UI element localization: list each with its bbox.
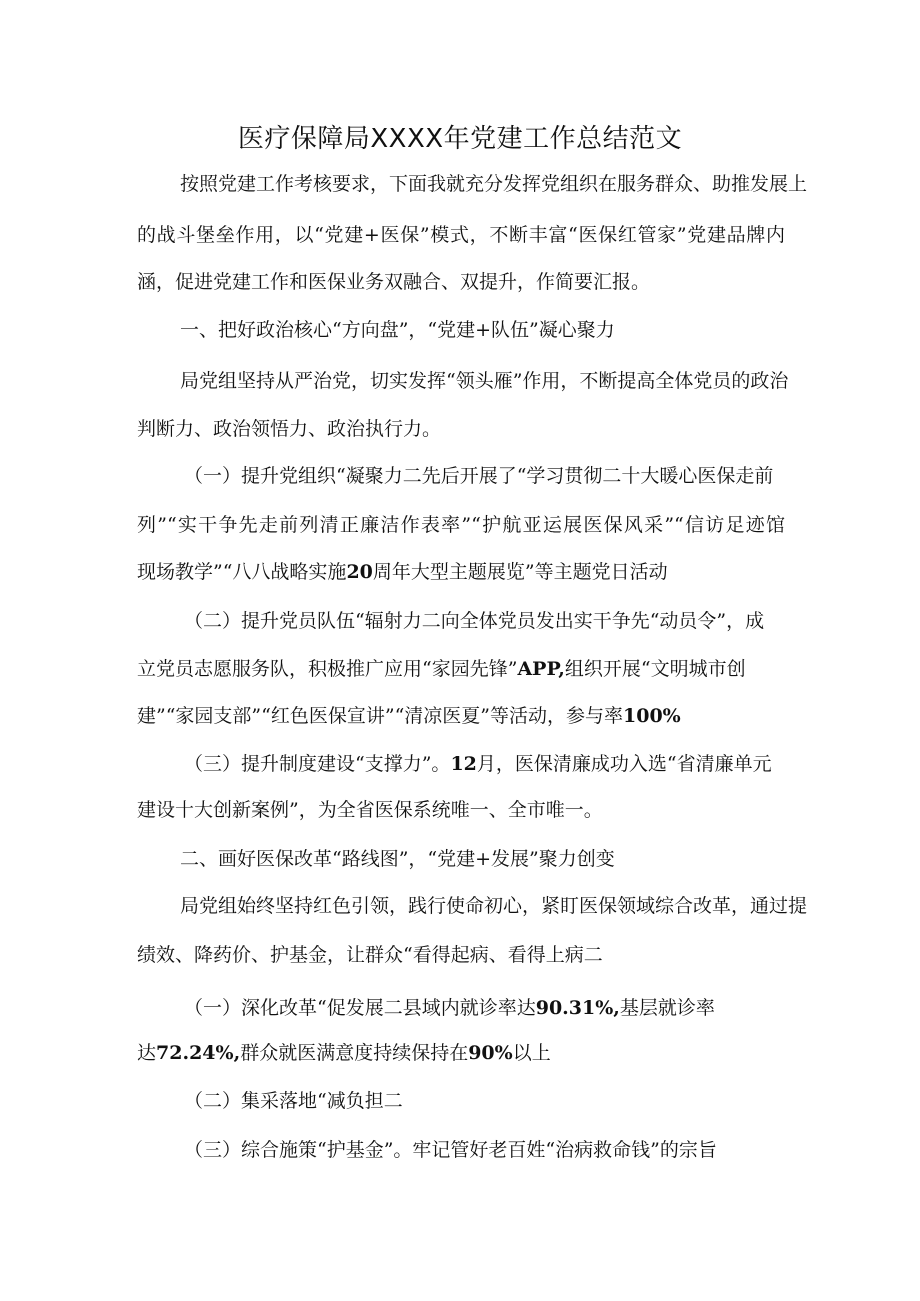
document-title: 医疗保障局XXXX年党建工作总结范文 <box>237 124 683 154</box>
section1-item2-line-3: 建”“家园支部”“红色医保宣讲”“清凉医夏”等活动，参与率100% <box>137 705 681 727</box>
intro-line-2: 的战斗堡垒作用，以“党建+医保”模式，不断丰富“医保红管家”党建品牌内 <box>137 224 785 246</box>
section2-item2-line-1: （二）集采落地“减负担二 <box>184 1090 403 1112</box>
section1-para-line-2: 判断力、政治领悟力、政治执行力。 <box>137 418 442 440</box>
section2-heading: 二、画好医保改革“路线图”，“党建+发展”聚力创变 <box>180 848 615 870</box>
section1-item2-line-2: 立党员志愿服务队，积极推广应用“家园先锋”APP,组织开展“文明城市创 <box>137 658 746 680</box>
section1-item3-line-1: （三）提升制度建设“支撑力”。12月，医保清廉成功入选“省清廉单元 <box>184 753 772 775</box>
section1-item1-line-1: （一）提升党组织“凝聚力二先后开展了“学习贯彻二十大暖心医保走前 <box>184 465 774 487</box>
section2-item3-line-1: （三）综合施策“护基金”。牢记管好老百姓“治病救命钱”的宗旨 <box>184 1139 717 1161</box>
section1-para-line-1: 局党组坚持从严治党，切实发挥“领头雁”作用，不断提高全体党员的政治 <box>180 370 789 392</box>
section1-item1-line-2: 列”“实干争先走前列清正廉洁作表率”“护航亚运展医保风采”“信访足迹馆 <box>137 514 785 536</box>
section2-para-line-1: 局党组始终坚持红色引领，践行使命初心，紧盯医保领域综合改革，通过提 <box>180 895 808 917</box>
section2-item1-line-1: （一）深化改革“促发展二县域内就诊率达90.31%,基层就诊率 <box>184 997 715 1019</box>
section2-para-line-2: 绩效、降药价、护基金，让群众“看得起病、看得上病二 <box>137 944 603 966</box>
intro-line-1: 按照党建工作考核要求，下面我就充分发挥党组织在服务群众、助推发展上 <box>180 173 808 195</box>
section1-item1-line-3: 现场教学”“八八战略实施20周年大型主题展览”等主题党日活动 <box>137 561 668 583</box>
section2-item1-line-2: 达72.24%,群众就医满意度持续保持在90%以上 <box>137 1042 551 1064</box>
intro-line-3: 涵，促进党建工作和医保业务双融合、双提升，作简要汇报。 <box>137 271 651 293</box>
section1-item2-line-1: （二）提升党员队伍“辐射力二向全体党员发出实干争先“动员令”，成 <box>184 610 765 632</box>
section1-item3-line-2: 建设十大创新案例”，为全省医保系统唯一、全市唯一。 <box>137 799 603 821</box>
section1-heading: 一、把好政治核心“方向盘”，“党建+队伍”凝心聚力 <box>180 319 615 341</box>
